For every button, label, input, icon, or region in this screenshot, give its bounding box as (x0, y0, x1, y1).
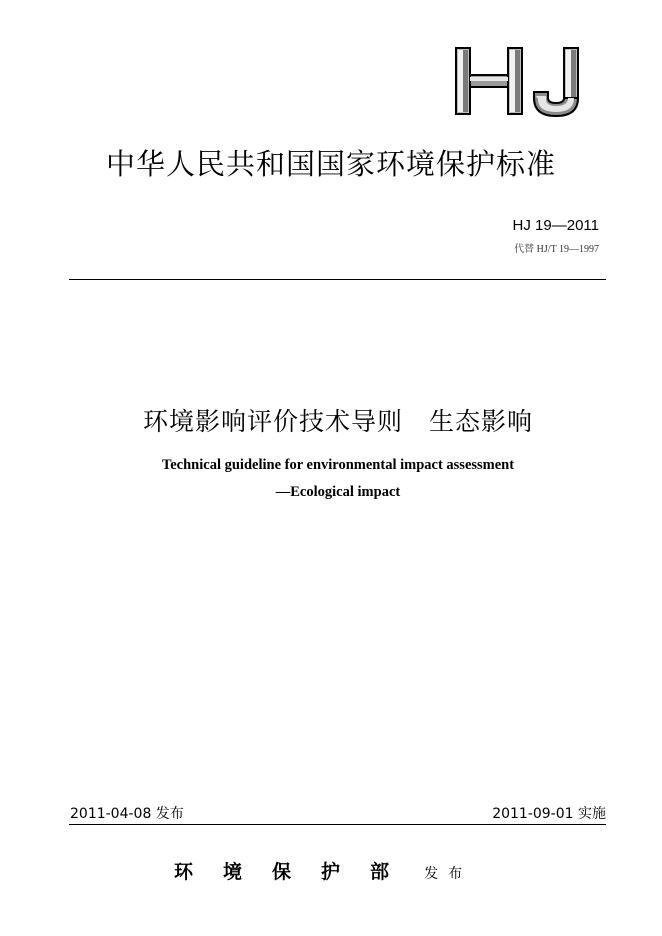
replaces-note: 代替 HJ/T 19—1997 (514, 244, 599, 255)
publish-verb: 发布 (424, 866, 473, 882)
publisher-line (174, 857, 514, 884)
document-title-cn: 环境影响评价技术导则 生态影响 (142, 407, 533, 436)
issue-date: 2011-04-08 发布 (70, 806, 184, 822)
document-title-en: Technical guideline for environmental impact assessment (161, 457, 515, 473)
implementation-date: 2011-09-01 实施 (492, 806, 606, 822)
publisher-name: 环境保护部 (174, 861, 420, 883)
top-divider (69, 279, 606, 280)
document-subtitle-en: —Ecological impact (275, 484, 401, 500)
standard-title: 中华人民共和国国家环境保护标准 (105, 147, 556, 181)
hj-logo (452, 46, 590, 118)
bottom-divider (69, 824, 606, 825)
hj-logo-icon (452, 46, 590, 118)
standard-number: HJ 19—2011 (512, 217, 599, 234)
